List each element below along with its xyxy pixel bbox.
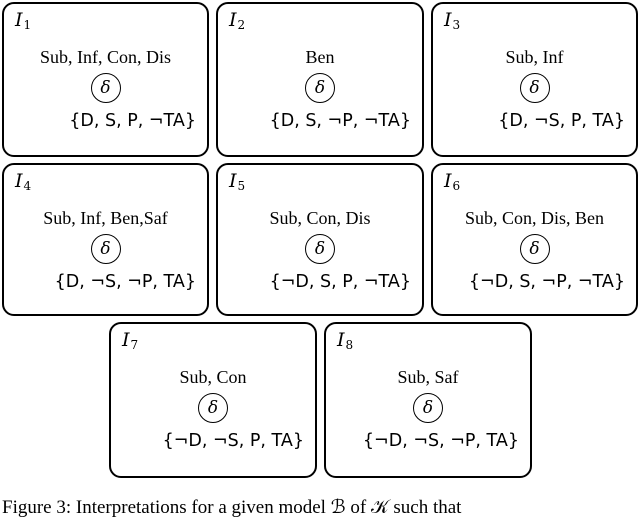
box-set: {¬D, ¬S, ¬P, TA} bbox=[362, 431, 519, 451]
box-names: Sub, Inf, Con, Dis bbox=[39, 47, 171, 67]
box-names: Sub, Saf bbox=[397, 367, 459, 387]
box-set: {D, ¬S, P, TA} bbox=[498, 111, 625, 131]
delta-circle: δ bbox=[198, 393, 228, 423]
interpretation-box-6 bbox=[431, 163, 638, 316]
interpretation-box-7 bbox=[109, 322, 317, 478]
box-label: $I_8$ bbox=[337, 329, 354, 352]
interpretation-box-5 bbox=[216, 163, 424, 316]
delta-circle: δ bbox=[520, 234, 550, 264]
interpretation-box-1 bbox=[2, 2, 209, 157]
delta-circle: δ bbox=[413, 393, 443, 423]
delta-circle: δ bbox=[91, 234, 121, 264]
figure-caption: Figure 3: Interpretations for a given model ℬ of 𝒦 such that bbox=[2, 497, 462, 518]
box-names: Sub, Inf, Ben,Saf bbox=[43, 208, 168, 228]
box-label: $I_2$ bbox=[229, 9, 246, 32]
box-label: $I_5$ bbox=[229, 170, 246, 193]
box-set: {¬D, ¬S, P, TA} bbox=[162, 431, 304, 451]
box-label: $I_3$ bbox=[444, 9, 461, 32]
box-label: $I_4$ bbox=[15, 170, 32, 193]
box-names: Sub, Con, Dis bbox=[269, 208, 371, 228]
interpretation-box-3 bbox=[431, 2, 638, 157]
delta-circle: δ bbox=[91, 73, 121, 103]
box-label: $I_1$ bbox=[15, 9, 32, 32]
box-set: {D, ¬S, ¬P, TA} bbox=[54, 272, 196, 292]
box-set: {¬D, S, P, ¬TA} bbox=[269, 272, 411, 292]
delta-circle: δ bbox=[520, 73, 550, 103]
box-label: $I_7$ bbox=[122, 329, 139, 352]
box-names: Ben bbox=[305, 47, 335, 67]
delta-circle: δ bbox=[305, 73, 335, 103]
box-names: Sub, Con, Dis, Ben bbox=[464, 208, 605, 228]
interpretation-box-2 bbox=[216, 2, 424, 157]
interpretation-box-8 bbox=[324, 322, 532, 478]
box-set: {D, S, ¬P, ¬TA} bbox=[269, 111, 411, 131]
box-set: {D, S, P, ¬TA} bbox=[69, 111, 196, 131]
interpretation-box-4 bbox=[2, 163, 209, 316]
box-names: Sub, Con bbox=[179, 367, 247, 387]
delta-circle: δ bbox=[305, 234, 335, 264]
box-names: Sub, Inf bbox=[505, 47, 564, 67]
box-label: $I_6$ bbox=[444, 170, 461, 193]
box-set: {¬D, S, ¬P, ¬TA} bbox=[468, 272, 625, 292]
